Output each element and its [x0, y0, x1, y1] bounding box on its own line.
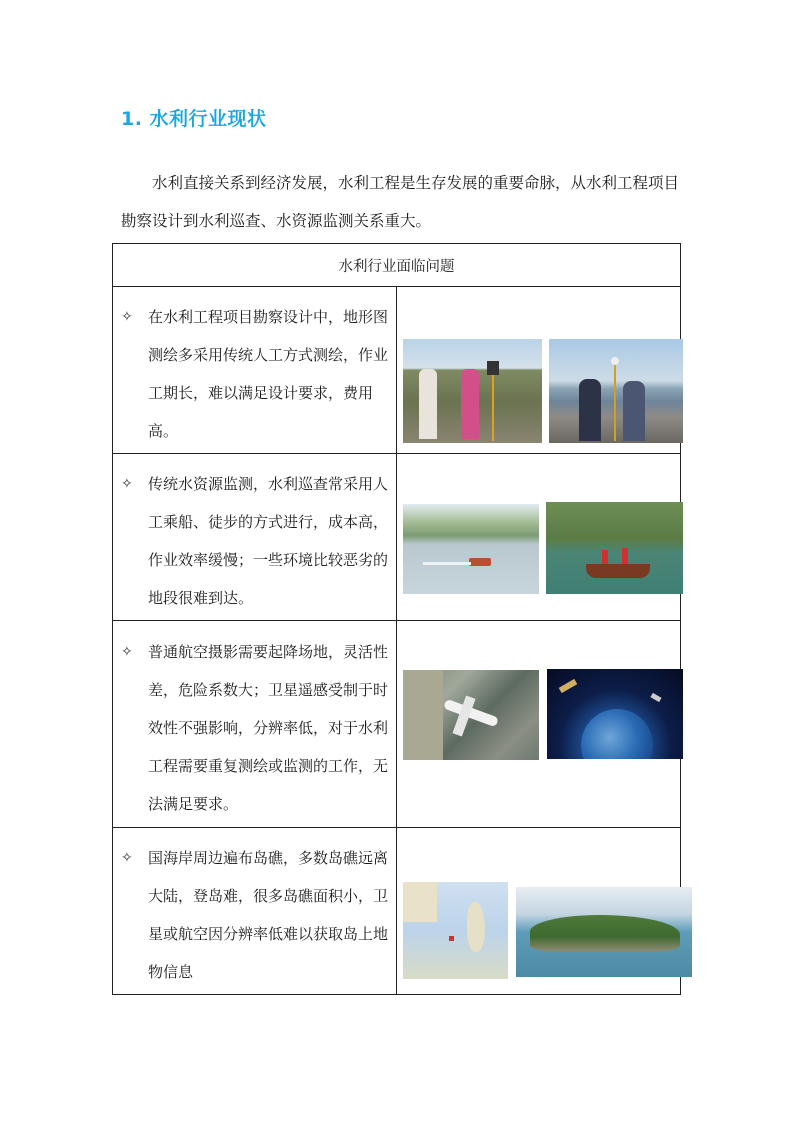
- problem-description: 国海岸周边遍布岛礁，多数岛礁远离大陆，登岛难，很多岛礁面积小，卫星或航空因分辨率低难以获取岛上地物信息: [148, 849, 389, 981]
- photo-cell: [397, 287, 681, 454]
- sea-map-image: [403, 882, 508, 979]
- island-photo: [516, 887, 692, 977]
- table-row: [113, 454, 681, 621]
- table-row: [113, 828, 681, 995]
- problem-text-cell: [113, 287, 397, 454]
- problem-description: 传统水资源监测，水利巡查常采用人工乘船、徒步的方式进行，成本高，作业效率缓慢；一些环境比较恶劣的地段很难到达。: [148, 475, 389, 607]
- photo-cell: [397, 828, 681, 995]
- gps-survey-photo: [549, 339, 683, 443]
- photo-cell: [397, 621, 681, 828]
- patrol-boat-photo: [546, 502, 683, 594]
- table-header-row: [113, 244, 681, 287]
- surveyors-photo: [403, 339, 542, 443]
- section-heading: 1. 水利行业现状: [121, 108, 267, 130]
- bullet-icon: ✧: [121, 476, 133, 492]
- problem-description: 普通航空摄影需要起降场地，灵活性差，危险系数大；卫星遥感受制于时效性不强影响，分辨率低，对于水利工程需要重复测绘或监测的工作，无法满足要求。: [148, 643, 389, 813]
- problem-text-cell: [113, 828, 397, 995]
- intro-paragraph: [121, 164, 681, 240]
- problem-description: 在水利工程项目勘察设计中，地形图测绘多采用传统人工方式测绘，作业工期长，难以满足设计要求，费用高。: [148, 308, 389, 440]
- bullet-icon: ✧: [121, 309, 133, 325]
- speedboat-photo: [403, 504, 539, 594]
- aerial-plane-photo: [403, 670, 539, 760]
- problem-text-cell: [113, 621, 397, 828]
- problems-table: [112, 243, 681, 995]
- intro-text: 水利直接关系到经济发展，水利工程是生存发展的重要命脉，从水利工程项目勘察设计到水利巡查、水资源监测关系重大。: [121, 174, 680, 230]
- problem-text-cell: [113, 454, 397, 621]
- table-title: 水利行业面临问题: [113, 244, 681, 287]
- bullet-icon: ✧: [121, 850, 133, 866]
- table-row: [113, 621, 681, 828]
- satellite-earth-photo: [547, 669, 683, 759]
- bullet-icon: ✧: [121, 644, 133, 660]
- table-row: [113, 287, 681, 454]
- photo-cell: [397, 454, 681, 621]
